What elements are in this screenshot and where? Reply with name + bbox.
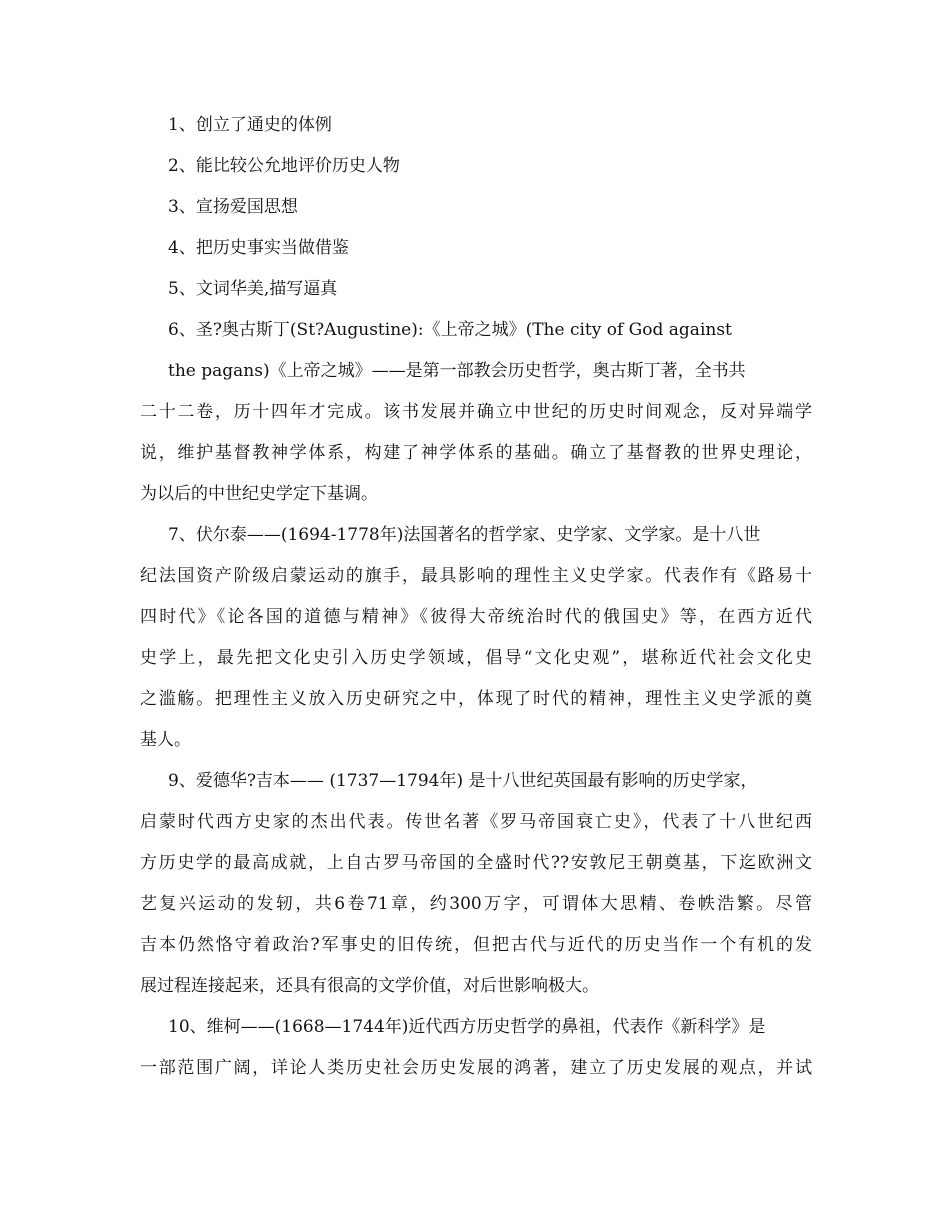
- paragraph-vico-line: 一部范围广阔，详论人类历史社会历史发展的鸿著，建立了历史发展的观点，并试: [140, 1058, 812, 1078]
- paragraph-voltaire-line: 之滥觞。把理性主义放入历史研究之中，体现了时代的精神，理性主义史学派的奠: [140, 689, 812, 709]
- paragraph-voltaire-line: 基人。: [140, 730, 191, 750]
- paragraph-gibbon-line: 方历史学的最高成就，上自古罗马帝国的全盛时代??安敦尼王朝奠基，下迄欧洲文: [140, 853, 812, 873]
- paragraph-gibbon-line: 启蒙时代西方史家的杰出代表。传世名著《罗马帝国衰亡史》，代表了十八世纪西: [140, 812, 812, 832]
- paragraph-augustine-line: 为以后的中世纪史学定下基调。: [140, 484, 378, 504]
- list-item-5: 5、文词华美,描写逼真: [168, 279, 338, 299]
- paragraph-voltaire-line: 纪法国资产阶级启蒙运动的旗手，最具影响的理性主义史学家。代表作有《路易十: [140, 566, 812, 586]
- paragraph-augustine-line: the pagans)《上帝之城》——是第一部教会历史哲学，奥古斯丁著，全书共: [168, 361, 746, 381]
- paragraph-gibbon-line: 吉本仍然恪守着政治?军事史的旧传统，但把古代与近代的历史当作一个有机的发: [140, 935, 812, 955]
- list-item-2: 2、能比较公允地评价历史人物: [168, 156, 400, 176]
- list-item-4: 4、把历史事实当做借鉴: [168, 238, 349, 258]
- paragraph-voltaire-line: 四时代》《论各国的道德与精神》《彼得大帝统治时代的俄国史》等，在西方近代: [140, 607, 812, 627]
- paragraph-augustine-line: 6、圣?奥古斯丁(St?Augustine):《上帝之城》(The city of God against: [168, 320, 732, 340]
- list-item-3: 3、宣扬爱国思想: [168, 197, 298, 217]
- paragraph-augustine-line: 二十二卷，历十四年才完成。该书发展并确立中世纪的历史时间观念，反对异端学: [140, 402, 812, 422]
- paragraph-voltaire-line: 史学上，最先把文化史引入历史学领域，倡导“文化史观”，堪称近代社会文化史: [140, 648, 812, 668]
- paragraph-gibbon-line: 展过程连接起来，还具有很高的文学价值，对后世影响极大。: [140, 976, 599, 996]
- paragraph-vico-line: 10、维柯——(1668—1744年)近代西方历史哲学的鼻祖，代表作《新科学》是: [168, 1017, 766, 1037]
- list-item-1: 1、创立了通史的体例: [168, 115, 332, 135]
- paragraph-gibbon-line: 9、爱德华?吉本—— (1737—1794年) 是十八世纪英国最有影响的历史学家，: [168, 771, 758, 791]
- paragraph-gibbon-line: 艺复兴运动的发轫，共6卷71章，约300万字，可谓体大思精、卷帙浩繁。尽管: [140, 894, 812, 914]
- paragraph-voltaire-line: 7、伏尔泰——(1694-1778年)法国著名的哲学家、史学家、文学家。是十八世: [168, 525, 761, 545]
- paragraph-augustine-line: 说，维护基督教神学体系，构建了神学体系的基础。确立了基督教的世界史理论，: [140, 443, 812, 463]
